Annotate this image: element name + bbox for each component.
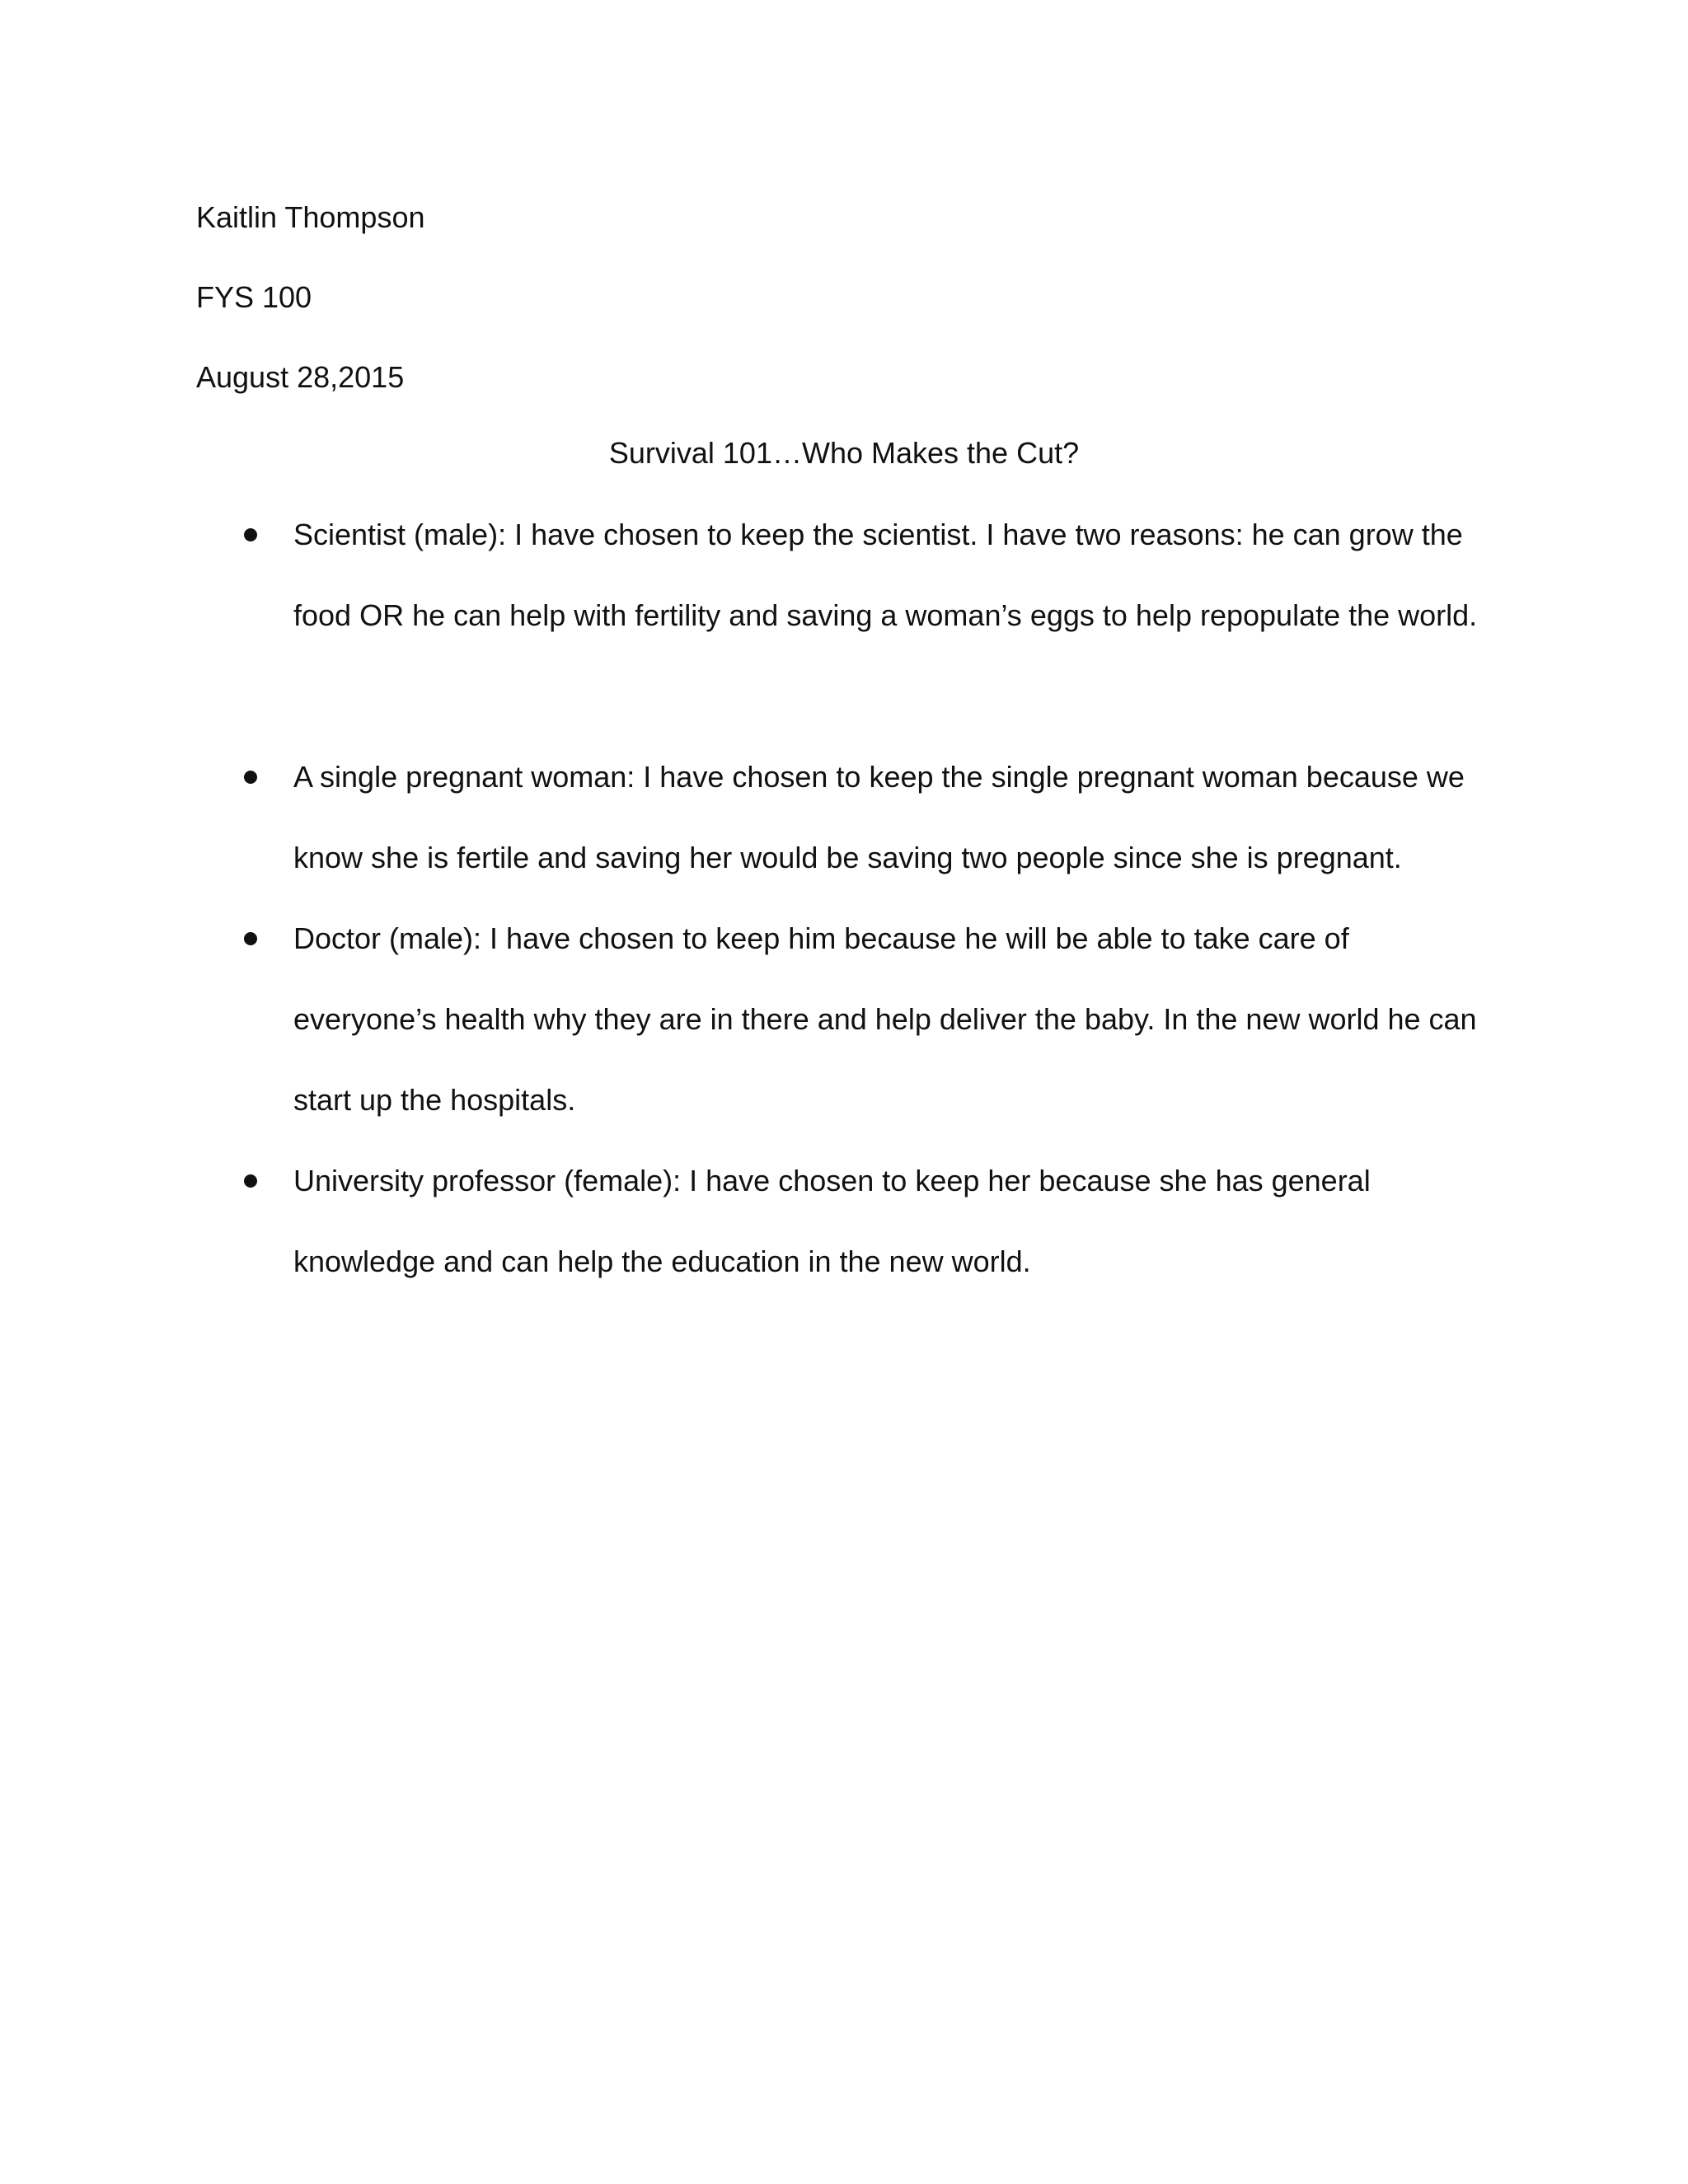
bullet-icon (244, 1174, 257, 1188)
course-name: FYS 100 (196, 280, 312, 314)
bullet-text: Scientist (male): I have chosen to keep the scientist. I have two reasons: he can grow the food OR he can help with fertility and saving a woman’s eggs to help repopulate the world. (293, 518, 1478, 632)
bullet-icon (244, 932, 257, 945)
author-name: Kaitlin Thompson (196, 200, 425, 234)
bullet-text: University professor (female): I have chosen to keep her because she has general knowledge and can help the education in the new world. (293, 1164, 1371, 1278)
bullet-icon (244, 771, 257, 784)
bullet-icon (244, 528, 257, 541)
document-title: Survival 101…Who Makes the Cut? (608, 436, 1080, 470)
bullet-text: Doctor (male): I have chosen to keep him because he will be able to take care of everyone’s health why they are in there and help deliver the baby. In the new world he can start up the hospitals. (293, 921, 1477, 1117)
document-date: August 28,2015 (196, 360, 405, 394)
bullet-text: A single pregnant woman: I have chosen to keep the single pregnant woman because we know she is fertile and saving her would be saving two people since she is pregnant. (293, 760, 1465, 874)
